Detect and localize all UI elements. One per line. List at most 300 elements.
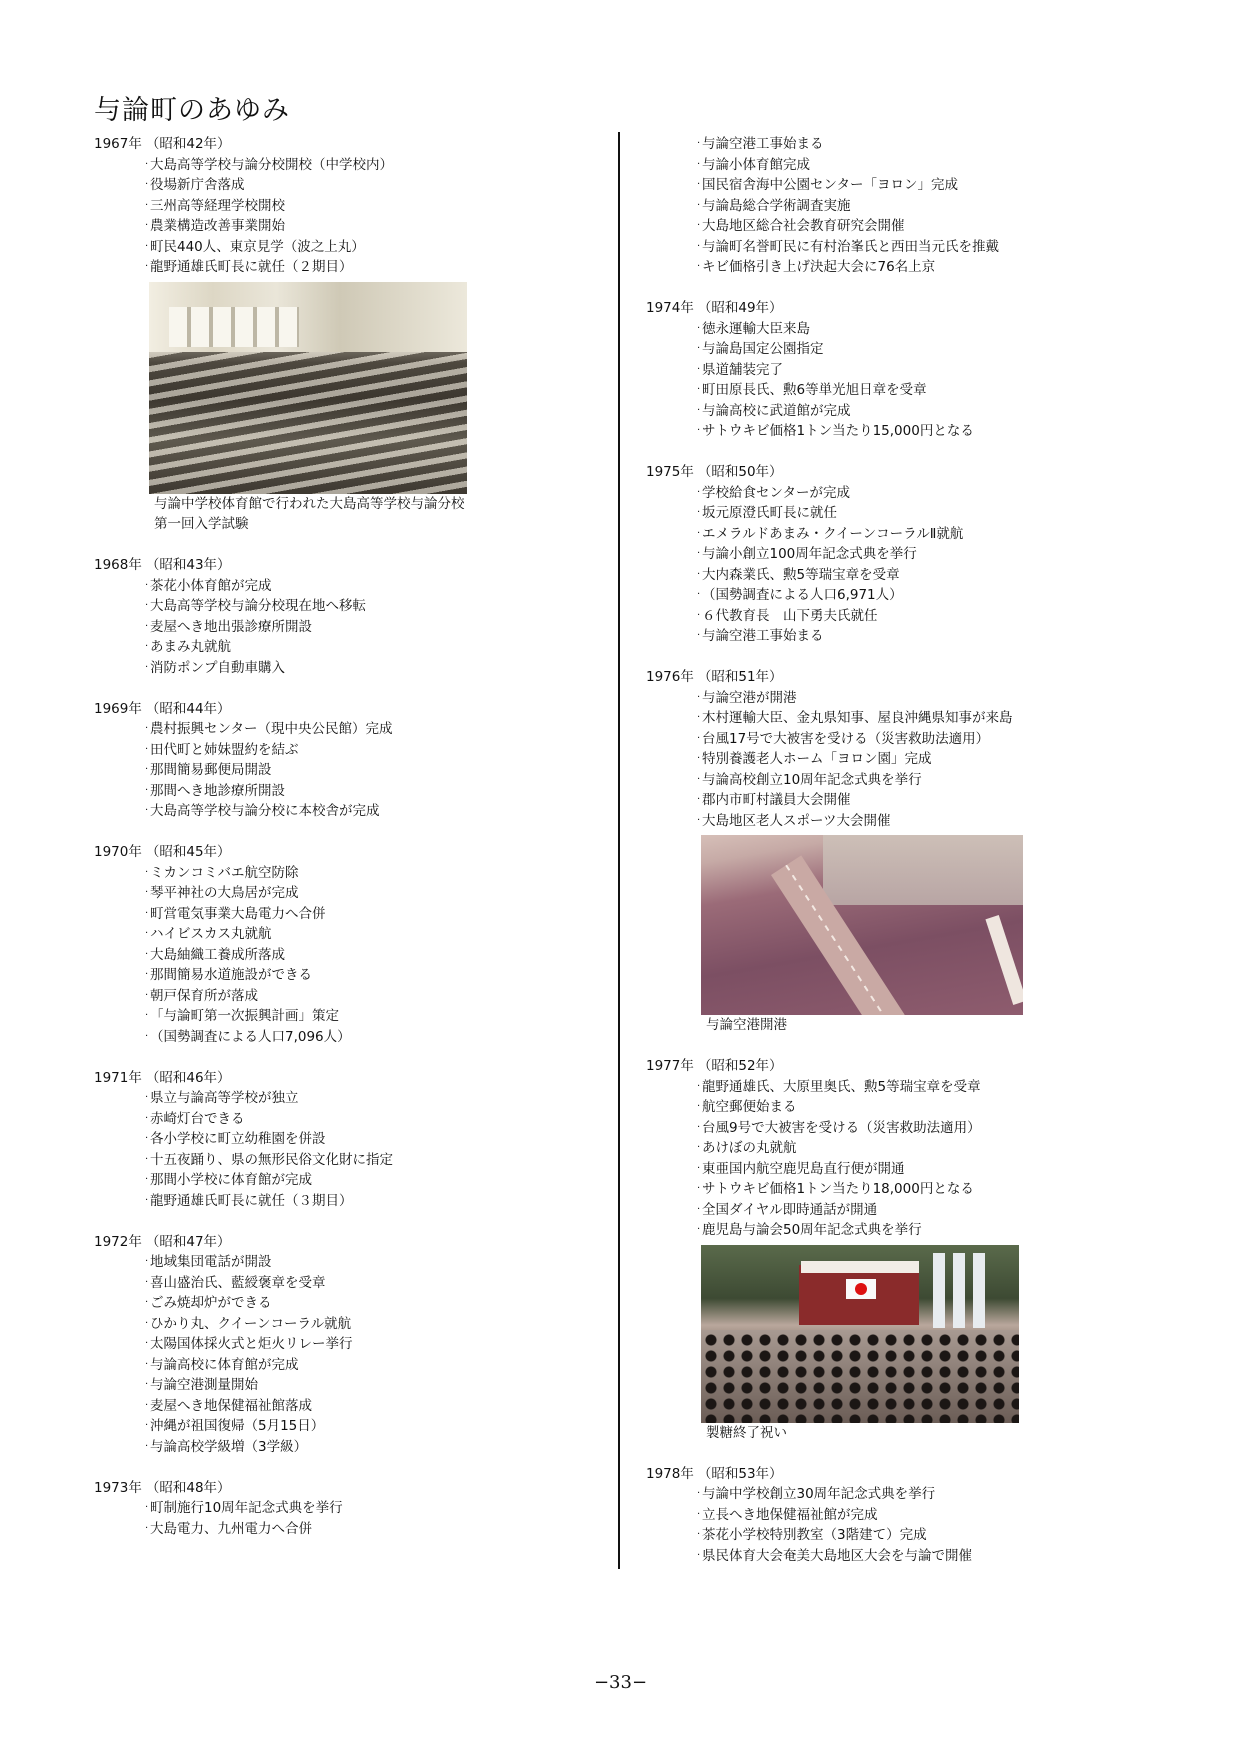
event-text: 農村振興センター（現中央公民館）完成 bbox=[150, 721, 393, 737]
era-label: （昭和49年） bbox=[697, 300, 783, 316]
bullet-icon: · bbox=[145, 1030, 149, 1042]
bullet-icon: · bbox=[145, 969, 149, 980]
event-list bbox=[94, 863, 604, 1048]
bullet-icon: · bbox=[145, 661, 149, 673]
bullet-icon: · bbox=[145, 1297, 149, 1308]
year-block bbox=[94, 1232, 604, 1458]
bullet-icon: · bbox=[145, 179, 149, 190]
event-text: ごみ焼却炉ができる bbox=[150, 1295, 272, 1311]
year-heading bbox=[94, 1232, 604, 1253]
bullet-icon: · bbox=[145, 887, 149, 898]
event-text: 那間簡易郵便局開設 bbox=[150, 762, 272, 778]
bullet-icon: · bbox=[145, 989, 149, 1001]
event-text: 鹿児島与論会50周年記念式典を挙行 bbox=[702, 1222, 922, 1238]
bullet-icon: · bbox=[697, 404, 701, 416]
bullet-icon: · bbox=[145, 1338, 149, 1349]
event-item bbox=[145, 740, 604, 761]
bullet-icon: · bbox=[145, 261, 149, 272]
event-text: 各小学校に町立幼稚園を併設 bbox=[150, 1131, 326, 1147]
event-text: 大島電力、九州電力へ合併 bbox=[150, 1520, 312, 1537]
event-text: 朝戸保育所が落成 bbox=[150, 987, 258, 1004]
event-item bbox=[145, 1396, 604, 1417]
event-list bbox=[646, 1484, 1166, 1566]
event-text: 与論小体育館完成 bbox=[702, 156, 810, 173]
event-text: 大島地区総合社会教育研究会開催 bbox=[702, 218, 905, 234]
bullet-icon: · bbox=[697, 1101, 701, 1112]
event-text: 町営電気事業大島電力へ合併 bbox=[150, 905, 326, 922]
event-item bbox=[697, 1179, 1166, 1200]
year-label: 1969年 bbox=[94, 700, 142, 717]
event-item bbox=[697, 1220, 1166, 1241]
bullet-icon: · bbox=[697, 486, 701, 498]
event-text: 県民体育大会奄美大島地区大会を与論で開催 bbox=[702, 1547, 972, 1564]
bullet-icon: · bbox=[697, 261, 701, 272]
event-text: 大島高等学校与論分校現在地へ移転 bbox=[150, 598, 366, 614]
event-item bbox=[145, 196, 604, 217]
event-text: 郡内市町村議員大会開催 bbox=[702, 792, 851, 808]
event-item bbox=[697, 1546, 1166, 1567]
event-text: 特別養護老人ホーム「ヨロン園」完成 bbox=[702, 751, 932, 767]
year-heading bbox=[94, 555, 604, 576]
event-item bbox=[145, 1170, 604, 1191]
event-item bbox=[145, 863, 604, 884]
event-item bbox=[145, 237, 604, 258]
year-block bbox=[646, 1056, 1166, 1443]
bullet-icon: · bbox=[145, 866, 149, 878]
event-list bbox=[94, 1498, 604, 1539]
bullet-icon: · bbox=[697, 1183, 701, 1194]
event-item bbox=[145, 1088, 604, 1109]
bullet-icon: · bbox=[145, 220, 149, 231]
event-list bbox=[646, 688, 1166, 832]
bullet-icon: · bbox=[697, 199, 701, 211]
bullet-icon: · bbox=[145, 199, 149, 211]
event-text: 学校給食センターが完成 bbox=[702, 484, 850, 501]
bullet-icon: · bbox=[145, 1174, 149, 1185]
event-text: エメラルドあまみ・クイーンコーラルⅡ就航 bbox=[702, 525, 964, 542]
photo-caption: 製糖終了祝い bbox=[706, 1424, 787, 1441]
event-item bbox=[697, 339, 1166, 360]
event-text: あまみ丸就航 bbox=[150, 639, 231, 655]
event-text: 太陽国体採火式と炬火リレー挙行 bbox=[150, 1336, 353, 1352]
bullet-icon: · bbox=[145, 764, 149, 775]
bullet-icon: · bbox=[145, 600, 149, 611]
event-text: 徳永運輸大臣来島 bbox=[702, 320, 810, 337]
bullet-icon: · bbox=[145, 1133, 149, 1144]
bullet-icon: · bbox=[697, 630, 701, 641]
year-heading bbox=[646, 298, 1166, 319]
year-label: 1971年 bbox=[94, 1069, 142, 1086]
right-column bbox=[646, 134, 1166, 1587]
event-item bbox=[145, 1437, 604, 1458]
event-item bbox=[145, 801, 604, 822]
year-block bbox=[94, 1068, 604, 1212]
bullet-icon: · bbox=[145, 1256, 149, 1267]
event-text: 坂元原澄氏町長に就任 bbox=[702, 505, 837, 521]
event-item bbox=[697, 1505, 1166, 1526]
bullet-icon: · bbox=[697, 589, 701, 600]
bullet-icon: · bbox=[697, 1529, 701, 1540]
event-item bbox=[145, 904, 604, 925]
event-item bbox=[145, 1006, 604, 1027]
event-list bbox=[94, 719, 604, 822]
event-item bbox=[145, 617, 604, 638]
year-heading bbox=[646, 1464, 1166, 1485]
event-text: 立長へき地保健福祉館が完成 bbox=[702, 1506, 878, 1523]
event-item bbox=[697, 585, 1166, 606]
event-text: 町制施行10周年記念式典を挙行 bbox=[150, 1500, 343, 1516]
bullet-icon: · bbox=[697, 794, 701, 805]
event-text: 与論空港工事始まる bbox=[702, 628, 824, 644]
event-text: 木村運輸大臣、金丸県知事、屋良沖縄県知事が来島 bbox=[702, 710, 1013, 726]
bullet-icon: · bbox=[697, 814, 701, 826]
event-text: 県立与論高等学校が独立 bbox=[150, 1090, 299, 1106]
year-label: 1977年 bbox=[646, 1058, 694, 1074]
photo-sugar-ceremony-icon bbox=[701, 1245, 1019, 1423]
event-text: ミカンコミバエ航空防除 bbox=[150, 864, 299, 881]
event-item bbox=[697, 1097, 1166, 1118]
bullet-icon: · bbox=[145, 743, 149, 755]
event-item bbox=[697, 483, 1166, 504]
year-heading bbox=[94, 842, 604, 863]
event-text: 役場新庁舎落成 bbox=[150, 177, 245, 193]
bullet-icon: · bbox=[145, 784, 149, 796]
bullet-icon: · bbox=[145, 1112, 149, 1124]
year-block bbox=[646, 1464, 1166, 1567]
era-label: （昭和51年） bbox=[697, 669, 783, 685]
event-text: 大島紬織工養成所落成 bbox=[150, 946, 285, 963]
event-item bbox=[145, 155, 604, 176]
bullet-icon: · bbox=[697, 773, 701, 785]
event-item bbox=[697, 688, 1166, 709]
event-text: 与論高校創立10周年記念式典を挙行 bbox=[702, 771, 922, 788]
bullet-icon: · bbox=[145, 1194, 149, 1206]
bullet-icon: · bbox=[697, 1203, 701, 1215]
event-item bbox=[145, 1334, 604, 1355]
event-text: 麦屋へき地保健福祉館落成 bbox=[150, 1397, 312, 1414]
event-item bbox=[145, 175, 604, 196]
event-text: 三州高等経理学校開校 bbox=[150, 197, 285, 214]
event-text: 県道舗装完了 bbox=[702, 361, 783, 378]
event-item bbox=[697, 565, 1166, 586]
event-text: 与論中学校創立30周年記念式典を挙行 bbox=[702, 1486, 936, 1502]
event-item bbox=[697, 380, 1166, 401]
event-text: 町田原長氏、勲6等単光旭日章を受章 bbox=[702, 382, 927, 398]
event-text: 茶花小体育館が完成 bbox=[150, 577, 272, 594]
bullet-icon: · bbox=[145, 1440, 149, 1452]
event-item bbox=[145, 1129, 604, 1150]
bullet-icon: · bbox=[697, 507, 701, 518]
bullet-icon: · bbox=[697, 138, 701, 149]
photo-caption: 与論空港開港 bbox=[706, 1017, 787, 1033]
event-item bbox=[145, 637, 604, 658]
year-block bbox=[94, 699, 604, 822]
bullet-icon: · bbox=[697, 322, 701, 334]
event-list bbox=[94, 576, 604, 679]
year-heading bbox=[94, 699, 604, 720]
year-heading bbox=[646, 1056, 1166, 1077]
event-item bbox=[145, 576, 604, 597]
bullet-icon: · bbox=[697, 753, 701, 764]
event-item bbox=[697, 1138, 1166, 1159]
event-text: サトウキビ価格1トン当たり15,000円となる bbox=[702, 423, 974, 439]
bullet-icon: · bbox=[145, 1420, 149, 1431]
bullet-icon: · bbox=[145, 723, 149, 734]
bullet-icon: · bbox=[697, 568, 701, 580]
event-item bbox=[697, 770, 1166, 791]
year-heading bbox=[646, 667, 1166, 688]
event-text: 農業構造改善事業開始 bbox=[150, 218, 285, 234]
photo-airport-aerial-icon bbox=[701, 835, 1023, 1015]
event-text: 十五夜踊り、県の無形民俗文化財に指定 bbox=[150, 1151, 393, 1168]
event-item bbox=[145, 1293, 604, 1314]
event-text: 与論島総合学術調査実施 bbox=[702, 197, 851, 214]
event-item bbox=[697, 1118, 1166, 1139]
event-list bbox=[94, 1088, 604, 1211]
left-column bbox=[94, 134, 604, 1560]
event-item bbox=[145, 719, 604, 740]
year-block bbox=[646, 667, 1166, 1036]
event-item bbox=[697, 524, 1166, 545]
bullet-icon: · bbox=[145, 1153, 149, 1165]
event-text: 「与論町第一次振興計画」策定 bbox=[150, 1008, 339, 1024]
bullet-icon: · bbox=[697, 1224, 701, 1235]
event-text: 麦屋へき地出張診療所開設 bbox=[150, 618, 312, 635]
event-text: 那間へき地診療所開設 bbox=[150, 782, 285, 799]
photo-exam-hall-icon bbox=[149, 282, 467, 494]
bullet-icon: · bbox=[145, 1276, 149, 1288]
event-item bbox=[145, 1355, 604, 1376]
bullet-icon: · bbox=[145, 1317, 149, 1329]
event-item bbox=[697, 626, 1166, 647]
event-text: 台風17号で大被害を受ける（災害救助法適用） bbox=[702, 730, 990, 747]
bullet-icon: · bbox=[145, 1010, 149, 1021]
event-item bbox=[697, 1159, 1166, 1180]
era-label: （昭和43年） bbox=[145, 557, 231, 573]
event-text: あけぼの丸就航 bbox=[702, 1140, 797, 1156]
event-text: 与論高校学級増（3学級） bbox=[150, 1438, 308, 1455]
bullet-icon: · bbox=[697, 179, 701, 190]
bullet-icon: · bbox=[145, 1502, 149, 1513]
event-text: 大島高等学校与論分校開校（中学校内） bbox=[150, 156, 393, 173]
bullet-icon: · bbox=[697, 1549, 701, 1561]
event-text: 航空郵便始まる bbox=[702, 1099, 797, 1115]
era-label: （昭和46年） bbox=[145, 1069, 231, 1086]
event-text: 与論町名誉町民に有村治峯氏と西田当元氏を推戴 bbox=[702, 238, 999, 255]
bullet-icon: · bbox=[697, 1162, 701, 1174]
event-text: 喜山盛治氏、藍綬褒章を受章 bbox=[150, 1274, 326, 1291]
event-text: 地域集団電話が開設 bbox=[150, 1254, 272, 1270]
bullet-icon: · bbox=[697, 220, 701, 231]
event-list bbox=[94, 155, 604, 278]
event-item bbox=[697, 1525, 1166, 1546]
bullet-icon: · bbox=[145, 641, 149, 652]
event-text: 那間簡易水道施設ができる bbox=[150, 967, 312, 983]
era-label: （昭和42年） bbox=[145, 136, 231, 152]
year-block bbox=[94, 842, 604, 1047]
event-item bbox=[697, 749, 1166, 770]
event-item bbox=[145, 1109, 604, 1130]
event-list bbox=[646, 134, 1166, 278]
bullet-icon: · bbox=[697, 691, 701, 703]
bullet-icon: · bbox=[697, 548, 701, 559]
event-text: ６代教育長 山下勇夫氏就任 bbox=[702, 607, 878, 624]
bullet-icon: · bbox=[145, 1092, 149, 1103]
event-item bbox=[145, 760, 604, 781]
year-label: 1975年 bbox=[646, 464, 694, 480]
event-text: 消防ポンプ自動車購入 bbox=[150, 659, 285, 676]
event-list bbox=[646, 319, 1166, 442]
bullet-icon: · bbox=[697, 1121, 701, 1133]
bullet-icon: · bbox=[145, 240, 149, 252]
event-item bbox=[697, 196, 1166, 217]
bullet-icon: · bbox=[145, 907, 149, 919]
year-block bbox=[94, 555, 604, 678]
event-item bbox=[145, 1273, 604, 1294]
bullet-icon: · bbox=[697, 363, 701, 375]
event-item bbox=[145, 1416, 604, 1437]
event-text: （国勢調査による人口6,971人） bbox=[702, 587, 903, 603]
bullet-icon: · bbox=[145, 805, 149, 816]
event-item bbox=[145, 596, 604, 617]
event-item bbox=[697, 1484, 1166, 1505]
year-block bbox=[646, 134, 1166, 278]
era-label: （昭和45年） bbox=[145, 844, 231, 860]
page-title: 与論町のあゆみ bbox=[94, 95, 290, 126]
year-heading bbox=[94, 134, 604, 155]
event-item bbox=[145, 1191, 604, 1212]
year-heading bbox=[94, 1068, 604, 1089]
event-item bbox=[145, 781, 604, 802]
event-text: 大島地区老人スポーツ大会開催 bbox=[702, 812, 891, 829]
era-label: （昭和53年） bbox=[697, 1465, 783, 1482]
bullet-icon: · bbox=[697, 1508, 701, 1520]
event-item bbox=[697, 790, 1166, 811]
event-item bbox=[145, 1252, 604, 1273]
year-label: 1976年 bbox=[646, 669, 694, 685]
era-label: （昭和50年） bbox=[697, 464, 783, 480]
bullet-icon: · bbox=[145, 158, 149, 170]
event-item bbox=[697, 216, 1166, 237]
year-heading bbox=[94, 1478, 604, 1499]
event-text: 与論小創立100周年記念式典を挙行 bbox=[702, 546, 917, 562]
year-heading bbox=[646, 462, 1166, 483]
column-divider bbox=[618, 132, 620, 1569]
event-text: ハイビスカス丸就航 bbox=[150, 926, 272, 942]
bullet-icon: · bbox=[697, 158, 701, 170]
era-label: （昭和47年） bbox=[145, 1233, 231, 1250]
event-text: サトウキビ価格1トン当たり18,000円となる bbox=[702, 1181, 974, 1197]
event-text: 龍野通雄氏、大原里奥氏、勲5等瑞宝章を受章 bbox=[702, 1078, 981, 1095]
event-item bbox=[697, 401, 1166, 422]
event-item bbox=[145, 945, 604, 966]
event-item bbox=[697, 503, 1166, 524]
event-item bbox=[145, 1519, 604, 1540]
event-item bbox=[145, 658, 604, 679]
bullet-icon: · bbox=[697, 425, 701, 436]
event-text: 赤崎灯台できる bbox=[150, 1110, 245, 1127]
event-item bbox=[697, 319, 1166, 340]
event-item bbox=[145, 883, 604, 904]
event-text: ひかり丸、クイーンコーラル就航 bbox=[150, 1315, 352, 1332]
bullet-icon: · bbox=[145, 1522, 149, 1534]
event-text: 台風9号で大被害を受ける（災害救助法適用） bbox=[702, 1119, 981, 1136]
bullet-icon: · bbox=[145, 928, 149, 939]
year-label: 1972年 bbox=[94, 1233, 142, 1250]
event-item bbox=[697, 811, 1166, 832]
event-text: （国勢調査による人口7,096人） bbox=[150, 1028, 351, 1045]
event-list bbox=[94, 1252, 604, 1457]
event-item bbox=[145, 257, 604, 278]
event-item bbox=[697, 1077, 1166, 1098]
bullet-icon: · bbox=[697, 240, 701, 252]
bullet-icon: · bbox=[697, 384, 701, 395]
event-text: 東亜国内航空鹿児島直行便が開通 bbox=[702, 1160, 905, 1177]
event-text: 田代町と姉妹盟約を結ぶ bbox=[150, 741, 299, 758]
event-text: 与論高校に武道館が完成 bbox=[702, 402, 851, 419]
year-block bbox=[94, 1478, 604, 1540]
event-text: 国民宿舎海中公園センター「ヨロン」完成 bbox=[702, 177, 958, 193]
year-label: 1967年 bbox=[94, 136, 142, 152]
bullet-icon: · bbox=[145, 1358, 149, 1370]
event-item bbox=[697, 360, 1166, 381]
event-text: 与論空港工事始まる bbox=[702, 136, 824, 152]
photo-caption: 第一回入学試験 bbox=[154, 516, 249, 532]
event-item bbox=[697, 237, 1166, 258]
event-item bbox=[145, 1498, 604, 1519]
event-text: 与論高校に体育館が完成 bbox=[150, 1356, 299, 1373]
bullet-icon: · bbox=[697, 1488, 701, 1499]
event-item bbox=[697, 134, 1166, 155]
event-item bbox=[145, 1375, 604, 1396]
event-text: 那間小学校に体育館が完成 bbox=[150, 1172, 312, 1188]
year-label: 1970年 bbox=[94, 844, 142, 860]
era-label: （昭和44年） bbox=[145, 700, 231, 717]
bullet-icon: · bbox=[145, 948, 149, 960]
event-text: キビ価格引き上げ決起大会に76名上京 bbox=[702, 259, 936, 275]
event-text: 大島高等学校与論分校に本校舎が完成 bbox=[150, 803, 380, 819]
bullet-icon: · bbox=[145, 620, 149, 632]
bullet-icon: · bbox=[697, 712, 701, 723]
era-label: （昭和48年） bbox=[145, 1479, 231, 1496]
bullet-icon: · bbox=[697, 732, 701, 744]
event-item bbox=[145, 965, 604, 986]
bullet-icon: · bbox=[697, 1142, 701, 1153]
year-label: 1978年 bbox=[646, 1465, 694, 1482]
year-label: 1973年 bbox=[94, 1479, 142, 1496]
event-item bbox=[697, 708, 1166, 729]
bullet-icon: · bbox=[697, 609, 701, 621]
event-item bbox=[697, 421, 1166, 442]
event-item bbox=[697, 175, 1166, 196]
bullet-icon: · bbox=[697, 1080, 701, 1092]
year-block bbox=[646, 462, 1166, 647]
year-block bbox=[646, 298, 1166, 442]
event-item bbox=[697, 606, 1166, 627]
event-text: 与論空港が開港 bbox=[702, 689, 797, 706]
event-text: 与論島国定公園指定 bbox=[702, 341, 824, 357]
event-list bbox=[646, 483, 1166, 647]
event-item bbox=[145, 1150, 604, 1171]
event-item bbox=[145, 1027, 604, 1048]
event-text: 大内森業氏、勲5等瑞宝章を受章 bbox=[702, 566, 900, 583]
year-block bbox=[94, 134, 604, 535]
event-text: 茶花小学校特別教室（3階建て）完成 bbox=[702, 1527, 927, 1543]
event-item bbox=[145, 216, 604, 237]
bullet-icon: · bbox=[145, 1379, 149, 1390]
event-item bbox=[145, 986, 604, 1007]
year-label: 1974年 bbox=[646, 300, 694, 316]
